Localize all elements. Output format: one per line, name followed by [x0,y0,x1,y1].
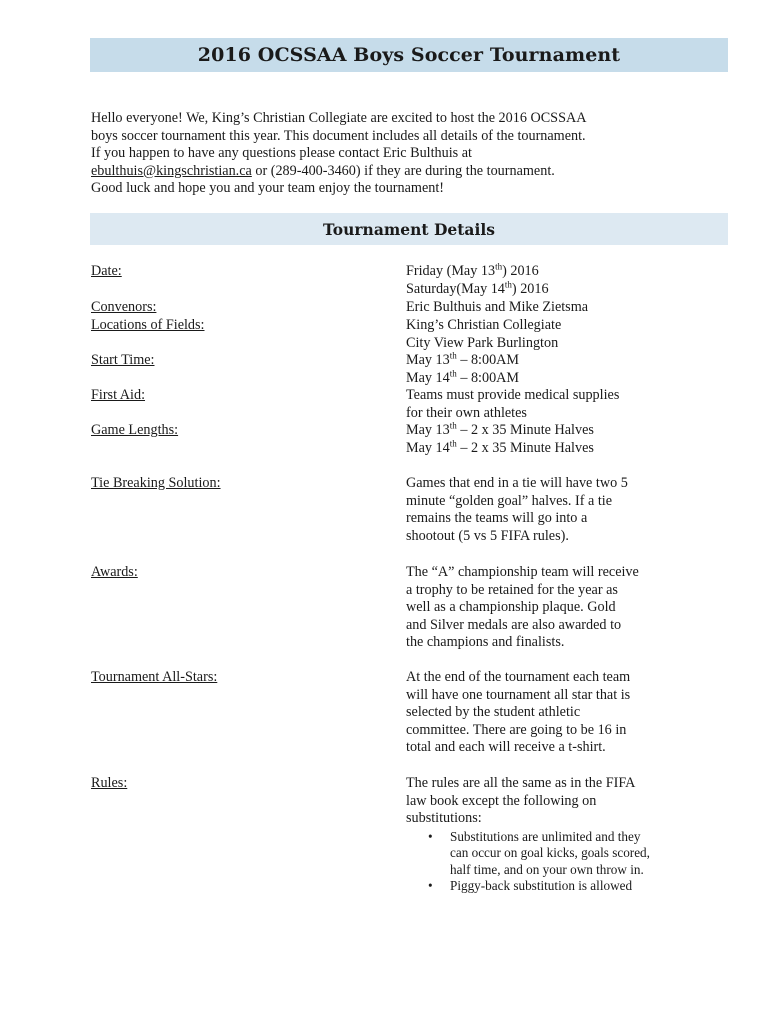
value-line: minute “golden goal” halves. If a tie [406,492,613,509]
detail-label: Game Lengths: [91,422,179,438]
detail-value [406,669,686,757]
value-line: and Silver medals are also awarded to [406,616,622,633]
detail-label: Date: [91,263,122,279]
value-line: substitutions: [406,810,482,827]
value-line [406,437,686,458]
ordinal-suffix: th [449,367,457,378]
value-line: Games that end in a tie will have two 5 [406,475,628,491]
value-line [406,352,686,370]
value-line: The “A” championship team will receive [406,564,639,580]
bullet-line: Piggy-back substitution is allowed [450,878,633,894]
list-item [406,829,686,879]
value-line [406,278,686,299]
ordinal-suffix: th [449,420,457,431]
text: – 8:00AM [456,352,520,368]
detail-label: Convenors: [91,299,157,315]
value-line: shootout (5 vs 5 FIFA rules). [406,527,569,544]
value-line: Teams must provide medical supplies [406,387,620,403]
bullet-line: can occur on goal kicks, goals scored, [450,845,650,861]
text: Friday (May 13 [406,263,496,279]
value-line [406,263,686,281]
detail-label: Locations of Fields: [91,317,205,333]
value-line: will have one tournament all star that is [406,686,631,703]
detail-value [406,422,686,457]
detail-value [406,564,686,652]
intro-line-rest: or (289-400-3460) if they are during the tournament. [251,162,555,179]
bullet-icon: • [428,878,433,894]
value-line: City View Park Burlington [406,334,559,351]
value-line: Eric Bulthuis and Mike Zietsma [406,299,589,315]
detail-value [406,387,686,422]
value-line: King’s Christian Collegiate [406,317,562,333]
text: May 14 [406,439,450,456]
bullet-icon: • [428,828,433,844]
text: May 13 [406,352,450,368]
intro-line [91,163,731,181]
ordinal-suffix: th [504,278,512,289]
text: Saturday(May 14 [406,280,505,297]
document-title: 2016 OCSSAA Boys Soccer Tournament [197,44,621,66]
value-line: a trophy to be retained for the year as [406,581,618,598]
value-line: The rules are all the same as in the FIFA [406,775,636,791]
detail-label: Start Time: [91,352,155,368]
intro-line: If you happen to have any questions please contact Eric Bulthuis at [91,145,472,162]
value-line: for their own athletes [406,404,527,421]
text: – 2 x 35 Minute Halves [456,422,594,438]
intro-line: Hello everyone! We, King’s Christian Collegiate are excited to host the 2016 OCSSAA [91,110,587,126]
title-banner [90,38,728,72]
list-item [406,878,686,895]
intro-line: Good luck and hope you and your team enjoy the tournament! [91,180,445,197]
intro-paragraph [91,110,731,198]
detail-label: Rules: [91,775,128,791]
detail-label: Awards: [91,564,138,580]
contact-email-link[interactable]: ebulthuis@kingschristian.ca [91,162,252,179]
detail-value [406,352,686,387]
detail-value [406,475,686,545]
bullet-line: half time, and on your own throw in. [450,861,644,877]
detail-label: Tournament All-Stars: [91,669,218,685]
ordinal-suffix: th [449,437,457,448]
detail-value [406,317,686,352]
value-line: selected by the student athletic [406,704,581,721]
value-line: the champions and finalists. [406,634,565,651]
section-title: Tournament Details [323,219,495,239]
detail-label: Tie Breaking Solution: [91,475,221,491]
value-line: At the end of the tournament each team [406,669,631,685]
detail-value [406,263,686,298]
section-banner [90,213,728,245]
text: May 14 [406,369,450,386]
ordinal-suffix: th [449,350,457,361]
text: – 2 x 35 Minute Halves [456,439,594,456]
text: – 8:00AM [456,369,520,386]
value-line [406,422,686,440]
value-line: committee. There are going to be 16 in [406,721,627,738]
value-line: total and each will receive a t-shirt. [406,739,606,756]
value-line: law book except the following on [406,792,597,809]
text: ) 2016 [502,263,539,279]
value-line: well as a championship plaque. Gold [406,599,616,616]
rules-bullet-list [406,829,686,895]
value-line [406,367,686,388]
intro-line: boys soccer tournament this year. This document includes all details of the tournament. [91,127,586,144]
detail-value [406,299,686,317]
ordinal-suffix: th [495,261,503,272]
value-line: remains the teams will go into a [406,510,588,527]
detail-value [406,775,686,895]
text: ) 2016 [511,280,549,297]
detail-label: First Aid: [91,387,146,403]
bullet-line: Substitutions are unlimited and they [450,828,641,844]
text: May 13 [406,422,450,438]
